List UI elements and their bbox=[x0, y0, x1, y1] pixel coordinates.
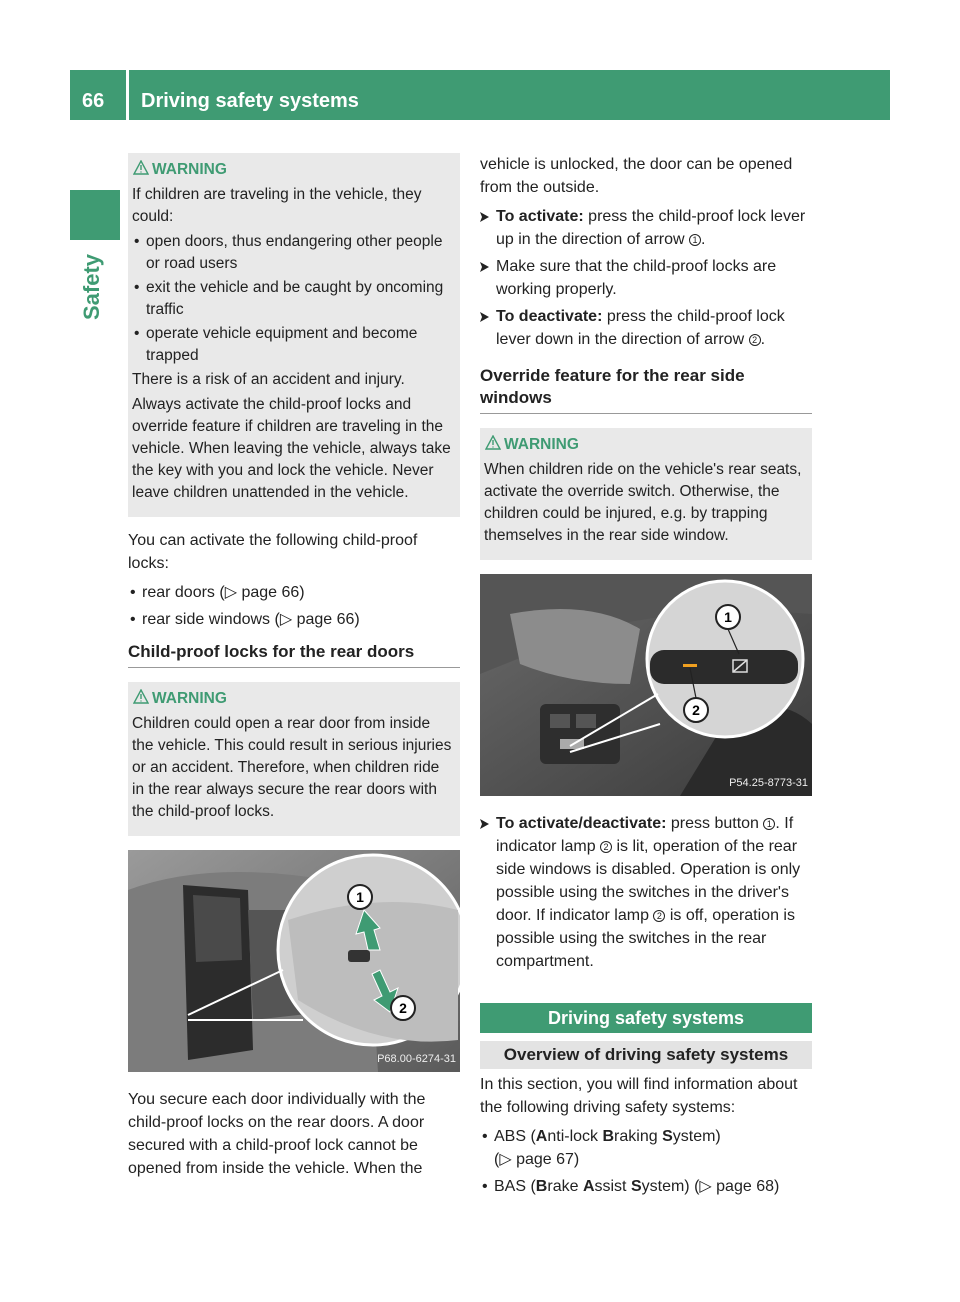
section-band: Driving safety systems bbox=[480, 1003, 812, 1033]
override-steps bbox=[480, 812, 812, 973]
warning-text: When children ride on the vehicle's rear seats, activate the override switch. Otherwise, the children could be injured, e.g. by trapping themselves in the rear side window. bbox=[484, 461, 802, 544]
lock-list bbox=[128, 581, 460, 631]
step-arrow-icon bbox=[480, 262, 489, 272]
callout-2: 2 bbox=[692, 702, 700, 718]
subsection-heading: Override feature for the rear side windows bbox=[480, 365, 812, 414]
callout-ref: 2 bbox=[749, 334, 761, 346]
door-switch-photo bbox=[480, 574, 812, 796]
side-section-label: Safety bbox=[79, 253, 104, 320]
warning-heading: WARNING bbox=[484, 434, 804, 456]
warning-advice: Always activate the child-proof locks and override feature if children are traveling in the vehicle. When leaving the vehicle, always take the key with you and lock the vehicle. Never leave children unattended in the vehicle. bbox=[132, 396, 451, 501]
instruction-step: To deactivate: press the child-proof lock lever down in the direction of arrow 2 . bbox=[480, 305, 812, 351]
instruction-step: To activate/deactivate: press button 1 . If indicator lamp 2 is lit, operation of the rear side windows is disabled. Operation is only possible using the switches in the driver's door. If indicator lamp 2 is off, operation is possible using the switches in the rear compartment. bbox=[480, 812, 812, 973]
page-ref-triangle-icon: ▷ bbox=[279, 611, 297, 628]
side-tab-marker bbox=[70, 190, 120, 240]
section-title: Driving safety systems bbox=[141, 90, 359, 112]
systems-list bbox=[480, 1125, 812, 1198]
subsection-band: Overview of driving safety systems bbox=[480, 1041, 812, 1069]
warning-box-rear-doors bbox=[128, 682, 460, 836]
header-divider bbox=[126, 70, 129, 120]
photo-code: P54.25-8773-31 bbox=[729, 777, 808, 789]
subsection-heading: Child-proof locks for the rear doors bbox=[128, 641, 460, 668]
page-ref-link[interactable]: page 66) bbox=[241, 584, 305, 601]
warning-heading: WARNING bbox=[132, 159, 452, 181]
callout-ref: 1 bbox=[763, 818, 775, 830]
callout-1: 1 bbox=[724, 609, 732, 625]
system-item: • ABS (Anti-lock Braking System) (▷ page 67) bbox=[480, 1125, 812, 1171]
callout-ref: 1 bbox=[689, 234, 701, 246]
warning-risk: There is a risk of an accident and injury. bbox=[132, 371, 405, 388]
step-arrow-icon bbox=[480, 312, 489, 322]
intro-paragraph: You can activate the following child-proof locks: bbox=[128, 532, 418, 572]
rear-door-paragraph: You secure each door individually with the child-proof locks on the rear doors. A door secured with a child-proof lock cannot be opened from inside the vehicle. When the bbox=[128, 1091, 426, 1177]
warning-list bbox=[132, 231, 452, 367]
continued-paragraph: vehicle is unlocked, the door can be opened from the outside. bbox=[480, 156, 793, 196]
warning-item: • operate vehicle equipment and become trapped bbox=[132, 323, 452, 367]
rear-door-illustration bbox=[128, 850, 460, 1072]
page-ref-triangle-icon: ▷ bbox=[699, 1178, 717, 1195]
photo-code: P68.00-6274-31 bbox=[377, 1053, 456, 1065]
lock-steps bbox=[480, 205, 812, 351]
page-number: 66 bbox=[82, 90, 105, 112]
lock-list-item: • rear side windows (▷ page 66) bbox=[128, 608, 460, 631]
page-ref-link[interactable]: page 68) bbox=[716, 1178, 780, 1195]
warning-text: Children could open a rear door from inside the vehicle. This could result in serious injuries or an accident. Therefore, when children ride in the rear always secure the rear doors with the child-proof locks. bbox=[132, 715, 452, 820]
page-ref-triangle-icon: ▷ bbox=[499, 1151, 517, 1168]
override-switch-illustration bbox=[480, 574, 812, 796]
callout-1: 1 bbox=[356, 889, 364, 905]
lock-list-item: • rear doors (▷ page 66) bbox=[128, 581, 460, 604]
page-ref-link[interactable]: page 67) bbox=[516, 1151, 580, 1168]
warning-triangle-icon bbox=[133, 689, 149, 704]
system-item: • BAS (Brake Assist System) (▷ page 68) bbox=[480, 1175, 812, 1198]
warning-box-override bbox=[480, 428, 812, 560]
instruction-step: To activate: press the child-proof lock lever up in the direction of arrow 1 . bbox=[480, 205, 812, 251]
warning-intro: If children are traveling in the vehicle, they could: bbox=[132, 186, 422, 225]
warning-box-children bbox=[128, 153, 460, 517]
callout-ref: 2 bbox=[600, 841, 612, 853]
warning-item: • exit the vehicle and be caught by oncoming traffic bbox=[132, 277, 452, 321]
step-arrow-icon bbox=[480, 819, 489, 829]
warning-item: • open doors, thus endangering other people or road users bbox=[132, 231, 452, 275]
overview-paragraph: In this section, you will find information about the following driving safety systems: bbox=[480, 1076, 798, 1116]
left-column bbox=[128, 153, 460, 1186]
warning-triangle-icon bbox=[133, 160, 149, 175]
callout-2: 2 bbox=[399, 1000, 407, 1016]
callout-ref: 2 bbox=[653, 910, 665, 922]
page-ref-triangle-icon: ▷ bbox=[224, 584, 242, 601]
rear-door-photo bbox=[128, 850, 460, 1072]
page-ref-link[interactable]: page 66) bbox=[296, 611, 360, 628]
warning-heading: WARNING bbox=[132, 688, 452, 710]
warning-triangle-icon bbox=[485, 435, 501, 450]
right-column bbox=[480, 153, 812, 1202]
instruction-step: Make sure that the child-proof locks are working properly. bbox=[480, 255, 812, 301]
step-arrow-icon bbox=[480, 212, 489, 222]
